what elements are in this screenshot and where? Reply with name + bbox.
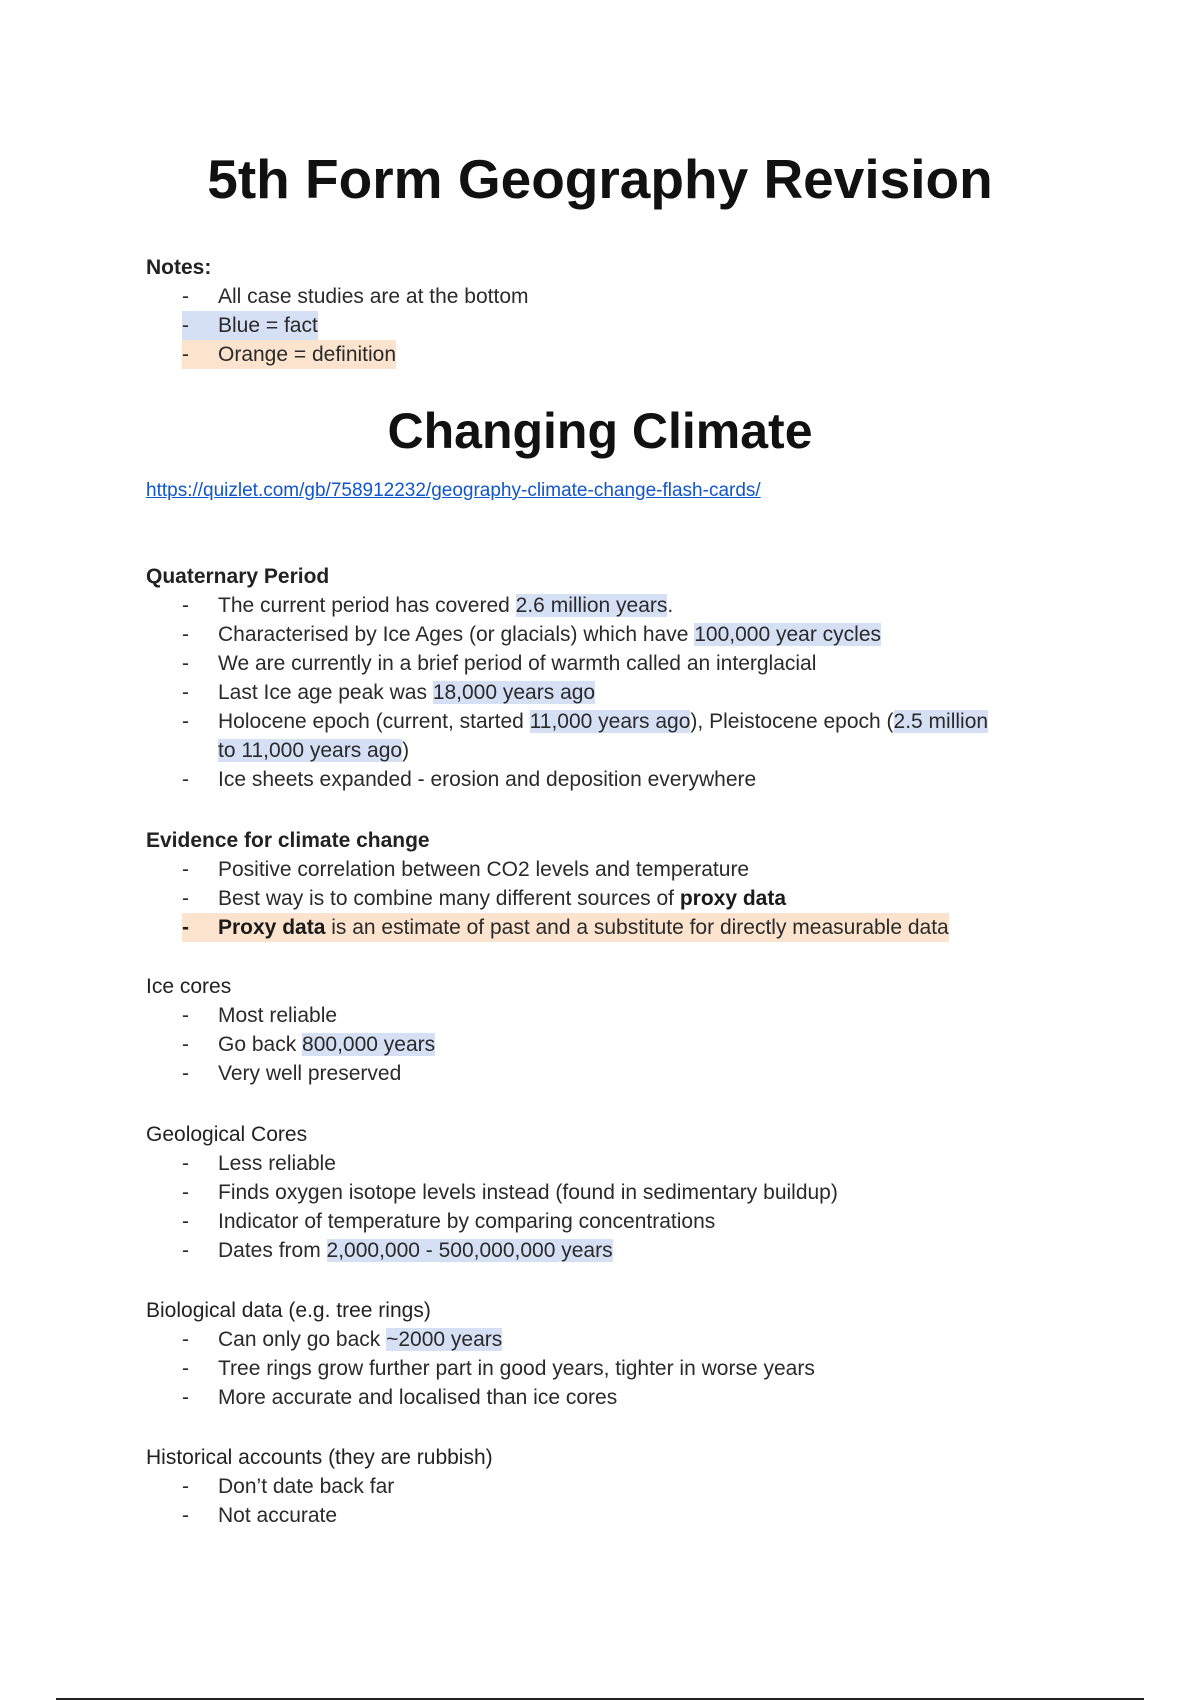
fact-highlight: 2.5 million [893,710,989,733]
text-run: Go back [218,1033,303,1056]
list-item [146,707,1046,765]
list-item-definition [146,340,1046,369]
list-item [146,1501,1046,1530]
list-item-text: Not accurate [218,1504,338,1527]
fact-highlight [182,311,318,340]
ice-cores-heading: Ice cores [146,975,232,998]
bullet-dash: - [182,314,189,337]
bullet-dash: - [182,887,189,910]
list-item-text: Blue = fact [218,314,318,337]
list-item [146,620,1046,649]
fact-highlight: 18,000 years ago [432,681,596,704]
list-item-text: Very well preserved [218,1062,402,1085]
evidence-heading: Evidence for climate change [146,829,430,852]
text-run: Last Ice age peak was [218,681,433,704]
historical-block [146,1443,1046,1530]
list-item [146,1383,1046,1412]
notes-heading: Notes: [146,256,212,279]
text-run: Holocene epoch (current, started [218,710,530,733]
list-item-text: Tree rings grow further part in good years, tighter in worse years [218,1357,815,1380]
list-item-text: More accurate and localised than ice cores [218,1386,618,1409]
bullet-dash: - [182,594,189,617]
list-item [146,855,1046,884]
bullet-dash: - [182,1004,189,1027]
historical-list [146,1472,1046,1530]
list-item [146,1178,1046,1207]
list-item [146,1059,1046,1088]
list-item [146,1207,1046,1236]
definition-highlight [182,913,949,942]
list-item-text: Don’t date back far [218,1475,395,1498]
bold-term: Proxy data [218,916,326,939]
list-item [146,765,1046,794]
notes-list [146,282,1046,369]
bullet-dash: - [182,710,189,733]
bullet-dash: - [182,1239,189,1262]
bullet-dash: - [182,652,189,675]
text-run: Dates from [218,1239,327,1262]
list-item-text: Positive correlation between CO2 levels and temperature [218,858,750,881]
section-title: Changing Climate [387,403,813,459]
biological-block [146,1296,1046,1412]
quaternary-list [146,591,1046,794]
list-item [146,1354,1046,1383]
bullet-dash: - [182,1062,189,1085]
definition-highlight [182,340,396,369]
historical-heading: Historical accounts (they are rubbish) [146,1446,493,1469]
ice-cores-list [146,1001,1046,1088]
list-item-text: Orange = definition [218,343,397,366]
list-item [146,678,1046,707]
list-item [146,1030,1046,1059]
list-item [146,884,1046,913]
geological-heading: Geological Cores [146,1123,308,1146]
list-item-fact [146,311,1046,340]
bullet-dash: - [182,1475,189,1498]
list-item-text: We are currently in a brief period of warmth called an interglacial [218,652,817,675]
fact-highlight: 11,000 years ago [529,710,691,733]
list-item-text: Indicator of temperature by comparing concentrations [218,1210,716,1233]
bullet-dash: - [182,916,189,939]
bullet-dash: - [182,1504,189,1527]
text-run: . [667,594,674,617]
list-item [146,1325,1046,1354]
list-item-text: All case studies are at the bottom [218,285,529,308]
quaternary-block [146,562,1046,794]
biological-list [146,1325,1046,1412]
text-run: The current period has covered [218,594,516,617]
document-title: 5th Form Geography Revision [207,148,993,210]
list-item [146,591,1046,620]
bullet-dash: - [182,343,189,366]
notes-block [146,253,1046,369]
ice-cores-block [146,972,1046,1088]
list-item-text: Ice sheets expanded - erosion and deposition everywhere [218,768,757,791]
text-run: Characterised by Ice Ages (or glacials) which have [218,623,695,646]
bullet-dash: - [182,1386,189,1409]
fact-highlight: 2.6 million years [515,594,668,617]
text-run: is an estimate of past and a substitute for directly measurable data [325,916,949,939]
list-item [146,1001,1046,1030]
biological-heading: Biological data (e.g. tree rings) [146,1299,431,1322]
list-item [146,1472,1046,1501]
bullet-dash: - [182,1152,189,1175]
geological-block [146,1120,1046,1265]
text-run: ), Pleistocene epoch ( [690,710,894,733]
list-item [146,649,1046,678]
bullet-dash: - [182,1357,189,1380]
fact-highlight: 2,000,000 - 500,000,000 years [326,1239,613,1262]
bullet-dash: - [182,768,189,791]
list-item-text: Finds oxygen isotope levels instead (found in sedimentary buildup) [218,1181,838,1204]
bullet-dash: - [182,1181,189,1204]
bullet-dash: - [182,1033,189,1056]
bullet-dash: - [182,1328,189,1351]
list-item [146,282,1046,311]
fact-highlight: to 11,000 years ago [218,739,403,762]
bullet-dash: - [182,285,189,308]
list-item [146,1236,1046,1265]
fact-highlight: ~2000 years [386,1328,503,1351]
bullet-dash: - [182,1210,189,1233]
evidence-list [146,855,1046,942]
list-item-definition [146,913,1046,942]
bullet-dash: - [182,681,189,704]
text-run: Can only go back [218,1328,387,1351]
text-run: ) [402,739,410,762]
bold-term: proxy data [679,887,787,910]
quizlet-link[interactable]: https://quizlet.com/gb/758912232/geography-climate-change-flash-cards/ [146,480,761,501]
text-run: Best way is to combine many different sources of [218,887,680,910]
fact-highlight: 100,000 year cycles [694,623,882,646]
bullet-dash: - [182,623,189,646]
list-item [146,1149,1046,1178]
fact-highlight: 800,000 years [302,1033,436,1056]
list-item-text: Less reliable [218,1152,336,1175]
list-item-text: Most reliable [218,1004,338,1027]
geological-list [146,1149,1046,1265]
evidence-block [146,826,1046,942]
bullet-dash: - [182,858,189,881]
quaternary-heading: Quaternary Period [146,565,330,588]
